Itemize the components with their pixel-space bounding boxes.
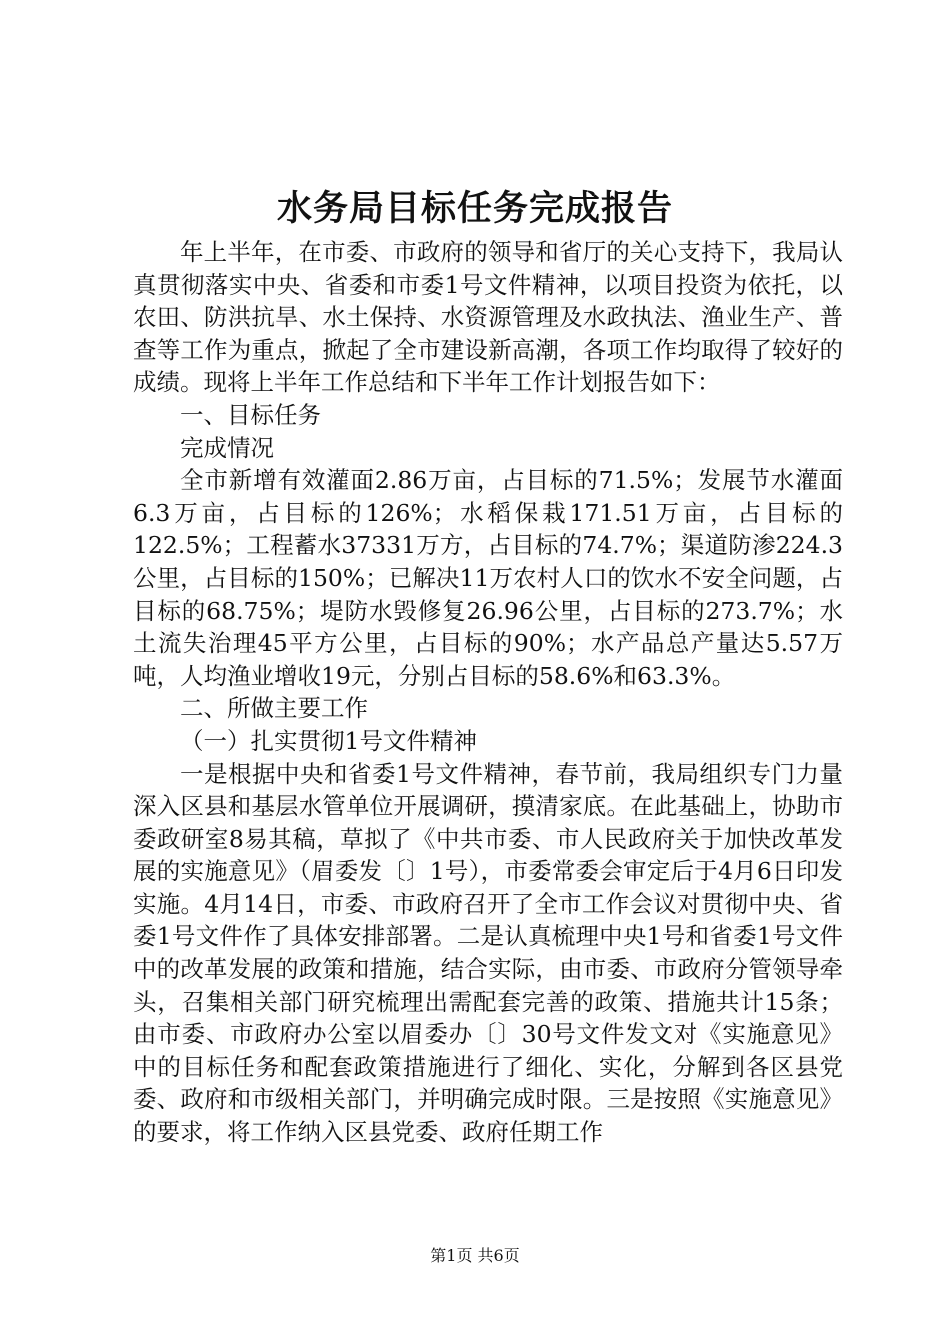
page-footer: 第1页 共6页 bbox=[430, 1246, 520, 1265]
document-title: 水务局目标任务完成报告 bbox=[276, 188, 673, 229]
document-body bbox=[133, 236, 843, 1149]
section-heading-targets: 一、目标任务 bbox=[180, 400, 321, 429]
section-heading-main-work: 二、所做主要工作 bbox=[180, 694, 368, 723]
completion-figures-paragraph: 全市新增有效灌面2.86万亩，占目标的71.5%；发展节水灌面6.3万亩，占目标的126%；水稻保栽171.51万亩，占目标的122.5%；工程蓄水37331万方，占目标的74.7%；渠道防渗224.3公里，占目标的150%；已解决11万农村人口的饮水不安全问题，占目标的68.75%；堤防水毁修复26.96公里，占目标的273.7%；水土流失治理45平方公里，占目标的90%；水产品总产量达5.57万吨，人均渔业增收19元，分别占目标的58.6%和63.3%。 bbox=[133, 466, 843, 690]
subsection-heading-document-one: （一）扎实贯彻1号文件精神 bbox=[180, 726, 477, 755]
intro-paragraph: 年上半年，在市委、市政府的领导和省厅的关心支持下，我局认真贯彻落实中央、省委和市委1号文件精神，以项目投资为依托，以农田、防洪抗旱、水土保持、水资源管理及水政执法、渔业生产、普查等工作为重点，掀起了全市建设新高潮，各项工作均取得了较好的成绩。现将上半年工作总结和下半年工作计划报告如下： bbox=[133, 238, 843, 397]
subheading-completion-status: 完成情况 bbox=[180, 433, 274, 462]
main-work-paragraph: 一是根据中央和省委1号文件精神，春节前，我局组织专门力量深入区县和基层水管单位开展调研，摸清家底。在此基础上，协助市委政研室8易其稿，草拟了《中共市委、市人民政府关于加快改革发展的实施意见》（眉委发〔〕1号），市委常委会审定后于4月6日印发实施。4月14日，市委、市政府召开了全市工作会议对贯彻中央、省委1号文件作了具体安排部署。二是认真梳理中央1号和省委1号文件中的改革发展的政策和措施，结合实际，由市委、市政府分管领导牵头，召集相关部门研究梳理出需配套完善的政策、措施共计15条；由市委、市政府办公室以眉委办〔〕30号文件发文对《实施意见》中的目标任务和配套政策措施进行了细化、实化，分解到各区县党委、政府和市级相关部门，并明确完成时限。三是按照《实施意见》的要求，将工作纳入区县党委、政府任期工作 bbox=[133, 759, 843, 1147]
